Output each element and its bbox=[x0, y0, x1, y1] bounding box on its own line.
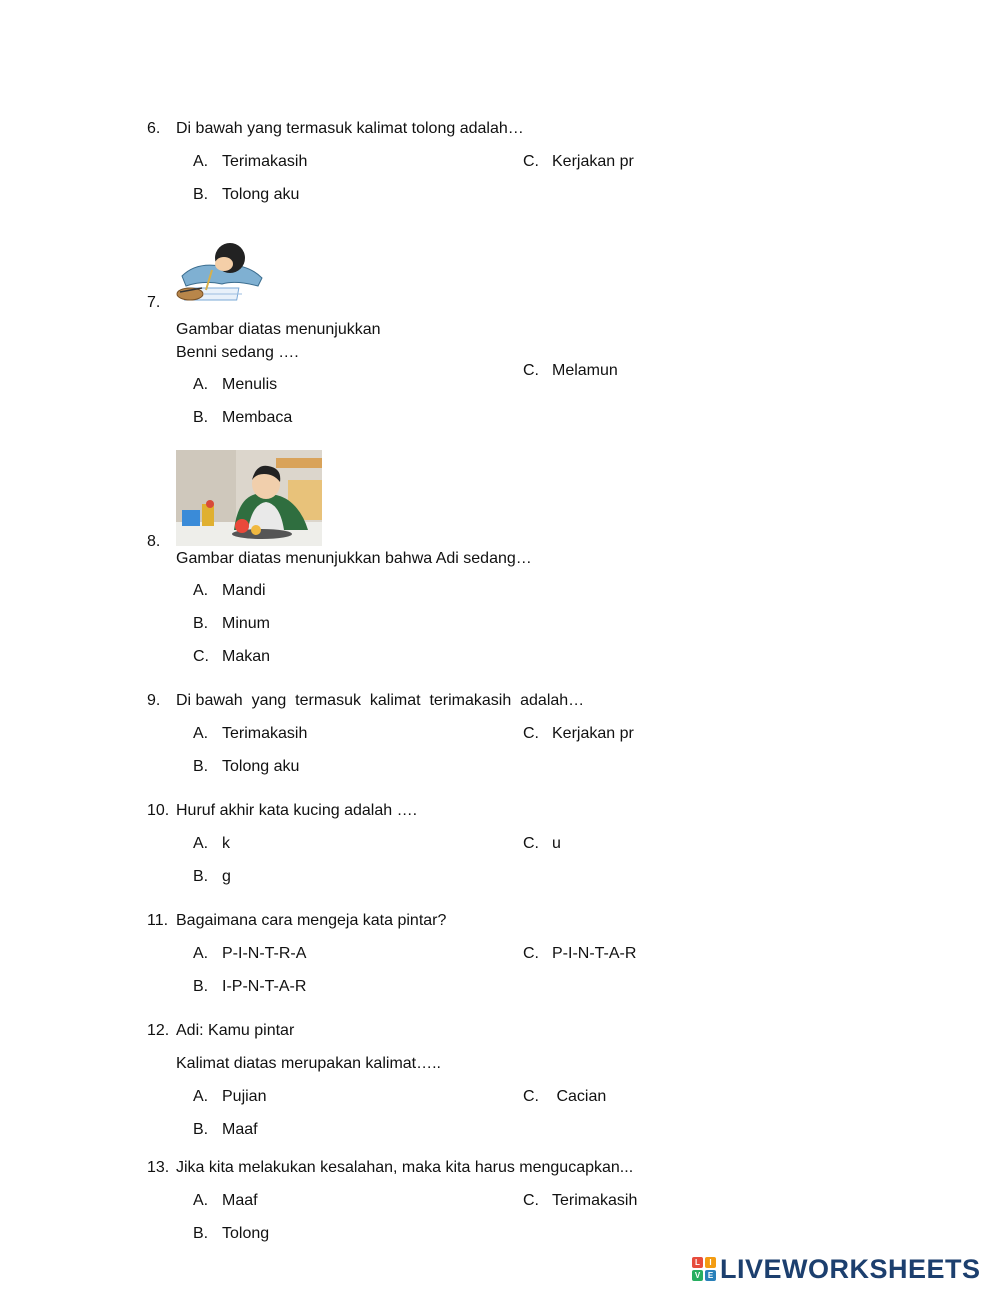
question-number: 10. bbox=[147, 802, 170, 819]
question-text: Di bawah yang termasuk kalimat tolong adalah… bbox=[176, 120, 524, 137]
option-a[interactable]: k bbox=[222, 835, 230, 852]
option-b-label: B. bbox=[193, 1225, 209, 1242]
option-b-label: B. bbox=[193, 978, 209, 995]
option-c-label: C. bbox=[523, 835, 539, 852]
option-b[interactable]: I-P-N-T-A-R bbox=[222, 978, 307, 995]
option-c-label: C. bbox=[523, 945, 539, 962]
option-b[interactable]: Tolong aku bbox=[222, 758, 300, 775]
logo-square-e: E bbox=[705, 1270, 716, 1281]
option-b[interactable]: Maaf bbox=[222, 1121, 258, 1138]
option-a[interactable]: Mandi bbox=[222, 582, 266, 599]
option-a-label: A. bbox=[193, 1088, 209, 1105]
option-a[interactable]: Maaf bbox=[222, 1192, 258, 1209]
option-c-label: C. bbox=[193, 648, 209, 665]
option-b-label: B. bbox=[193, 868, 209, 885]
option-b[interactable]: Tolong bbox=[222, 1225, 270, 1242]
option-c[interactable]: Cacian bbox=[552, 1088, 607, 1105]
liveworksheets-logo[interactable] bbox=[692, 1254, 981, 1284]
option-a[interactable]: Terimakasih bbox=[222, 153, 308, 170]
question-text-line1: Adi: Kamu pintar bbox=[176, 1022, 295, 1039]
boy-writing-image bbox=[176, 236, 266, 306]
option-b-label: B. bbox=[193, 615, 209, 632]
option-b-label: B. bbox=[193, 1121, 209, 1138]
question-number: 13. bbox=[147, 1159, 170, 1176]
question-number: 11. bbox=[147, 912, 169, 929]
option-a[interactable]: Pujian bbox=[222, 1088, 267, 1105]
option-b-label: B. bbox=[193, 409, 209, 426]
question-text-line1: Gambar diatas menunjukkan bbox=[176, 321, 381, 338]
option-c[interactable]: Melamun bbox=[552, 362, 618, 379]
question-text: Bagaimana cara mengeja kata pintar? bbox=[176, 912, 447, 929]
option-b-label: B. bbox=[193, 186, 209, 203]
question-text-line2: Benni sedang …. bbox=[176, 344, 299, 361]
option-a-label: A. bbox=[193, 725, 209, 742]
question-number: 9. bbox=[147, 692, 161, 709]
question-text: Gambar diatas menunjukkan bahwa Adi sedang… bbox=[176, 550, 532, 567]
question-text-line2: Kalimat diatas merupakan kalimat….. bbox=[176, 1055, 441, 1072]
option-c[interactable]: Kerjakan pr bbox=[552, 725, 634, 742]
question-number: 8. bbox=[147, 533, 161, 550]
option-c-label: C. bbox=[523, 362, 539, 379]
question-number: 12. bbox=[147, 1022, 170, 1039]
option-b-label: B. bbox=[193, 758, 209, 775]
option-c[interactable]: Makan bbox=[222, 648, 271, 665]
option-b[interactable]: g bbox=[222, 868, 231, 885]
option-a[interactable]: P-I-N-T-R-A bbox=[222, 945, 307, 962]
logo-text: LIVEWORKSHEETS bbox=[720, 1253, 981, 1284]
option-c-label: C. bbox=[523, 725, 539, 742]
option-c-label: C. bbox=[523, 1088, 539, 1105]
question-number: 7. bbox=[147, 294, 161, 311]
option-c-label: C. bbox=[523, 153, 539, 170]
question-number: 6. bbox=[147, 120, 161, 137]
option-c[interactable]: Terimakasih bbox=[552, 1192, 638, 1209]
logo-square-v: V bbox=[692, 1270, 703, 1281]
option-c[interactable]: u bbox=[552, 835, 561, 852]
logo-icon bbox=[692, 1257, 716, 1281]
option-a-label: A. bbox=[193, 153, 209, 170]
option-c-label: C. bbox=[523, 1192, 539, 1209]
option-b[interactable]: Minum bbox=[222, 615, 271, 632]
logo-square-l: L bbox=[692, 1257, 703, 1268]
option-a-label: A. bbox=[193, 835, 209, 852]
option-a[interactable]: Terimakasih bbox=[222, 725, 308, 742]
boy-eating-photo bbox=[176, 450, 322, 546]
question-text: Di bawah yang termasuk kalimat terimakasih adalah… bbox=[176, 692, 585, 709]
option-a-label: A. bbox=[193, 1192, 209, 1209]
option-a[interactable]: Menulis bbox=[222, 376, 278, 393]
option-b[interactable]: Tolong aku bbox=[222, 186, 300, 203]
option-a-label: A. bbox=[193, 582, 209, 599]
option-b[interactable]: Membaca bbox=[222, 409, 293, 426]
option-c[interactable]: P-I-N-T-A-R bbox=[552, 945, 637, 962]
question-text: Jika kita melakukan kesalahan, maka kita harus mengucapkan... bbox=[176, 1159, 634, 1176]
option-a-label: A. bbox=[193, 945, 209, 962]
option-a-label: A. bbox=[193, 376, 209, 393]
logo-square-i: I bbox=[705, 1257, 716, 1268]
option-c[interactable]: Kerjakan pr bbox=[552, 153, 634, 170]
question-text: Huruf akhir kata kucing adalah …. bbox=[176, 802, 418, 819]
